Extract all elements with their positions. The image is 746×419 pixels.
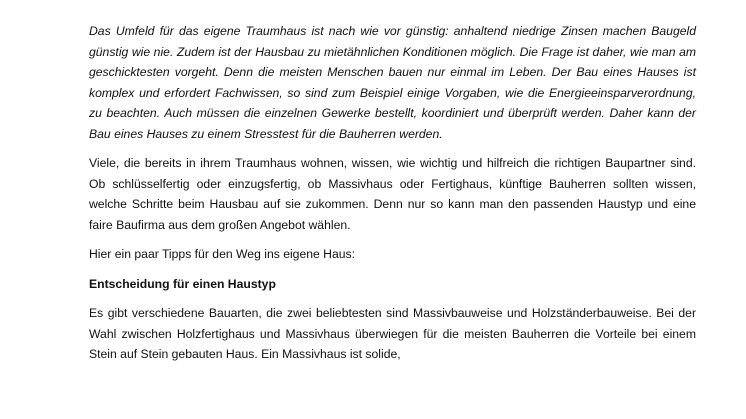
body-paragraph-2: Hier ein paar Tipps für den Weg ins eigene Haus:	[89, 247, 356, 261]
section-heading: Entscheidung für einen Haustyp	[89, 276, 276, 291]
intro-paragraph: Das Umfeld für das eigene Traumhaus ist nach wie vor günstig: anhaltend niedrige Zinsen machen Baugeld günstig wie nie. Zudem ist der Hausbau zu mietähnlichen Konditionen möglich. Die Frage ist daher, wie man am geschicktesten vorgeht. Denn die meisten Menschen bauen nur einmal im Leben. Der Bau eines Hauses ist komplex und erfordert Fachwissen, so sind zum Beispiel einige Vorgaben, wie die Energieeinsparverordnung, zu beachten. Auch müssen die einzelnen Gewerke bestellt, koordiniert und überprüft werden. Daher kann der Bau eines Hauses zu einem Stresstest für die Bauherren werden.	[89, 24, 696, 141]
body-paragraph-1: Viele, die bereits in ihrem Traumhaus wohnen, wissen, wie wichtig und hilfreich die richtigen Baupartner sind. Ob schlüsselfertig oder einzugsfertig, ob Massivhaus oder Fertighaus, künftige Bauherren sollten wissen, welche Schritte beim Hausbau auf sie zukommen. Denn nur so kann man den passenden Haustyp und eine faire Baufirma aus dem großen Angebot wählen.	[89, 156, 696, 232]
document-body	[89, 0, 696, 365]
document-title	[89, 0, 696, 2]
body-paragraph-3: Es gibt verschiedene Bauarten, die zwei beliebtesten sind Massivbauweise und Holzständerbauweise. Bei der Wahl zwischen Holzfertighaus und Massivhaus überwiegen für die meisten Bauherren die Vorteile bei einem Stein auf Stein gebauten Haus. Ein Massivhaus ist solide,	[89, 306, 696, 361]
